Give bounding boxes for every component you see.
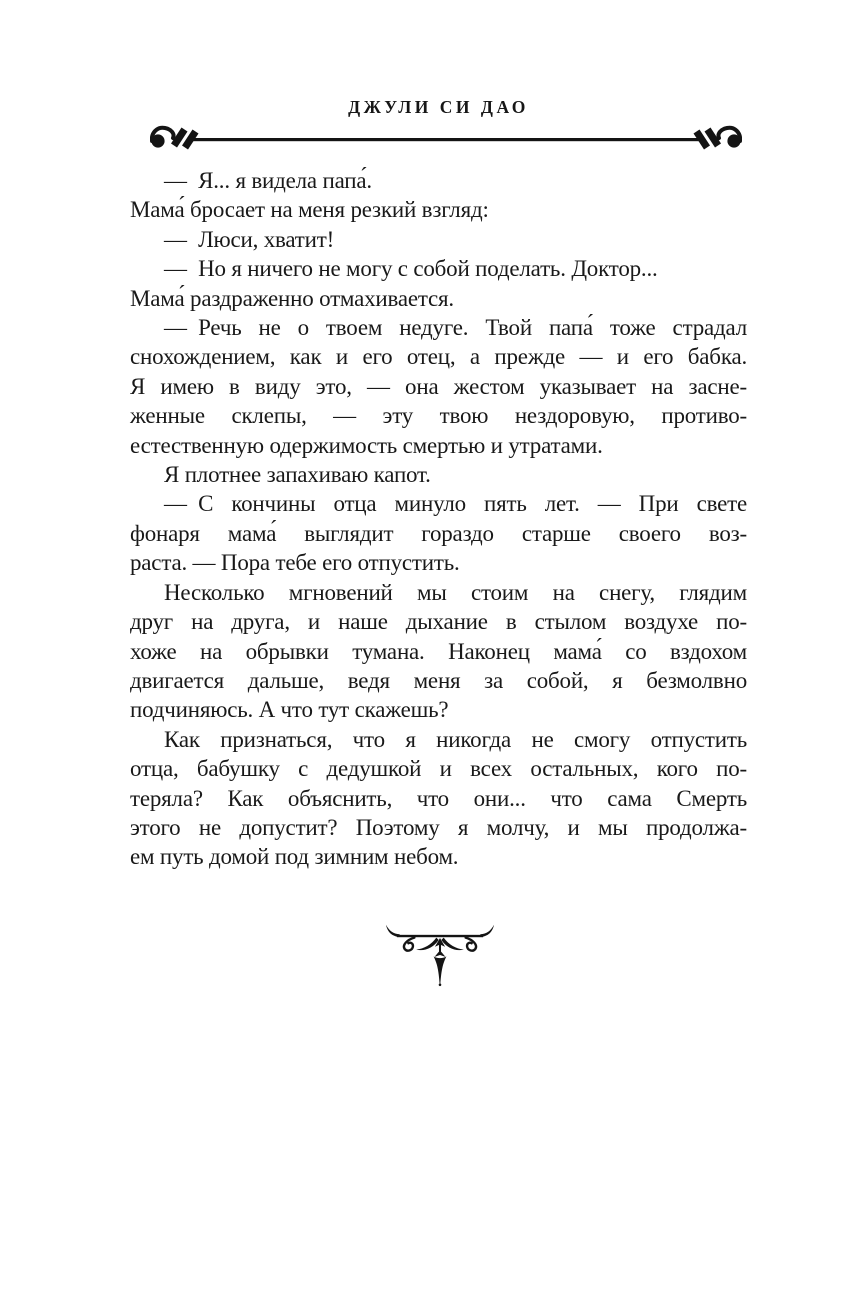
running-header-title: ДЖУЛИ СИ ДАО	[348, 97, 529, 117]
text-line: — Я... я видела папа́.	[164, 168, 372, 193]
text-line: Я имею в виду это, — она жестом указывает на засне-	[130, 373, 747, 399]
fleuron-finial-icon	[385, 922, 495, 988]
text-line: подчиняюсь. А что тут скажешь?	[130, 697, 449, 723]
text-line: — Но я ничего не могу с собой поделать. Доктор...	[164, 256, 658, 282]
text-line: — С кончины отца минуло пять лет. — При свете	[164, 491, 747, 517]
text-line: двигается дальше, ведя меня за собой, я безмолвно	[130, 667, 747, 693]
text-line: хоже на обрывки тумана. Наконец мама́ со вздохом	[130, 638, 747, 664]
text-line: Мама́ раздраженно отмахивается.	[130, 285, 454, 311]
text-line: снохождением, как и его отец, а прежде — и его бабка.	[130, 344, 747, 370]
swash-right	[694, 128, 741, 150]
text-line: женные склепы, — эту твою нездоровую, противо-	[130, 403, 747, 429]
text-line: Мама́ бросает на меня резкий взгляд:	[130, 197, 489, 223]
text-line: естественную одержимость смертью и утратами.	[130, 432, 603, 458]
text-line: ем путь домой под зимним небом.	[130, 844, 459, 870]
text-line: Как признаться, что я никогда не смогу отпустить	[164, 726, 747, 752]
text-line: этого не допустит? Поэтому я молчу, и мы продолжа-	[130, 814, 747, 840]
text-line: — Люси, хватит!	[164, 226, 335, 252]
text-line: друг на друга, и наше дыхание в стылом воздухе по-	[130, 609, 747, 635]
text-line: фонаря мама́ выглядит гораздо старше своего воз-	[130, 520, 747, 546]
swash-rule-ornament-icon	[150, 123, 742, 155]
text-line: теряла? Как объяснить, что они... что сама Смерть	[130, 785, 747, 811]
text-line: — Речь не о твоем недуге. Твой папа́ тоже страдал	[164, 315, 747, 341]
text-line: отца, бабушку с дедушкой и всех остальных, кого по-	[130, 756, 747, 782]
swash-left	[151, 128, 198, 150]
text-line: Я плотнее запахиваю капот.	[164, 462, 431, 488]
text-line: раста. — Пора тебе его отпустить.	[130, 550, 460, 576]
text-line: Несколько мгновений мы стоим на снегу, глядим	[164, 579, 747, 605]
body-text	[130, 166, 747, 872]
